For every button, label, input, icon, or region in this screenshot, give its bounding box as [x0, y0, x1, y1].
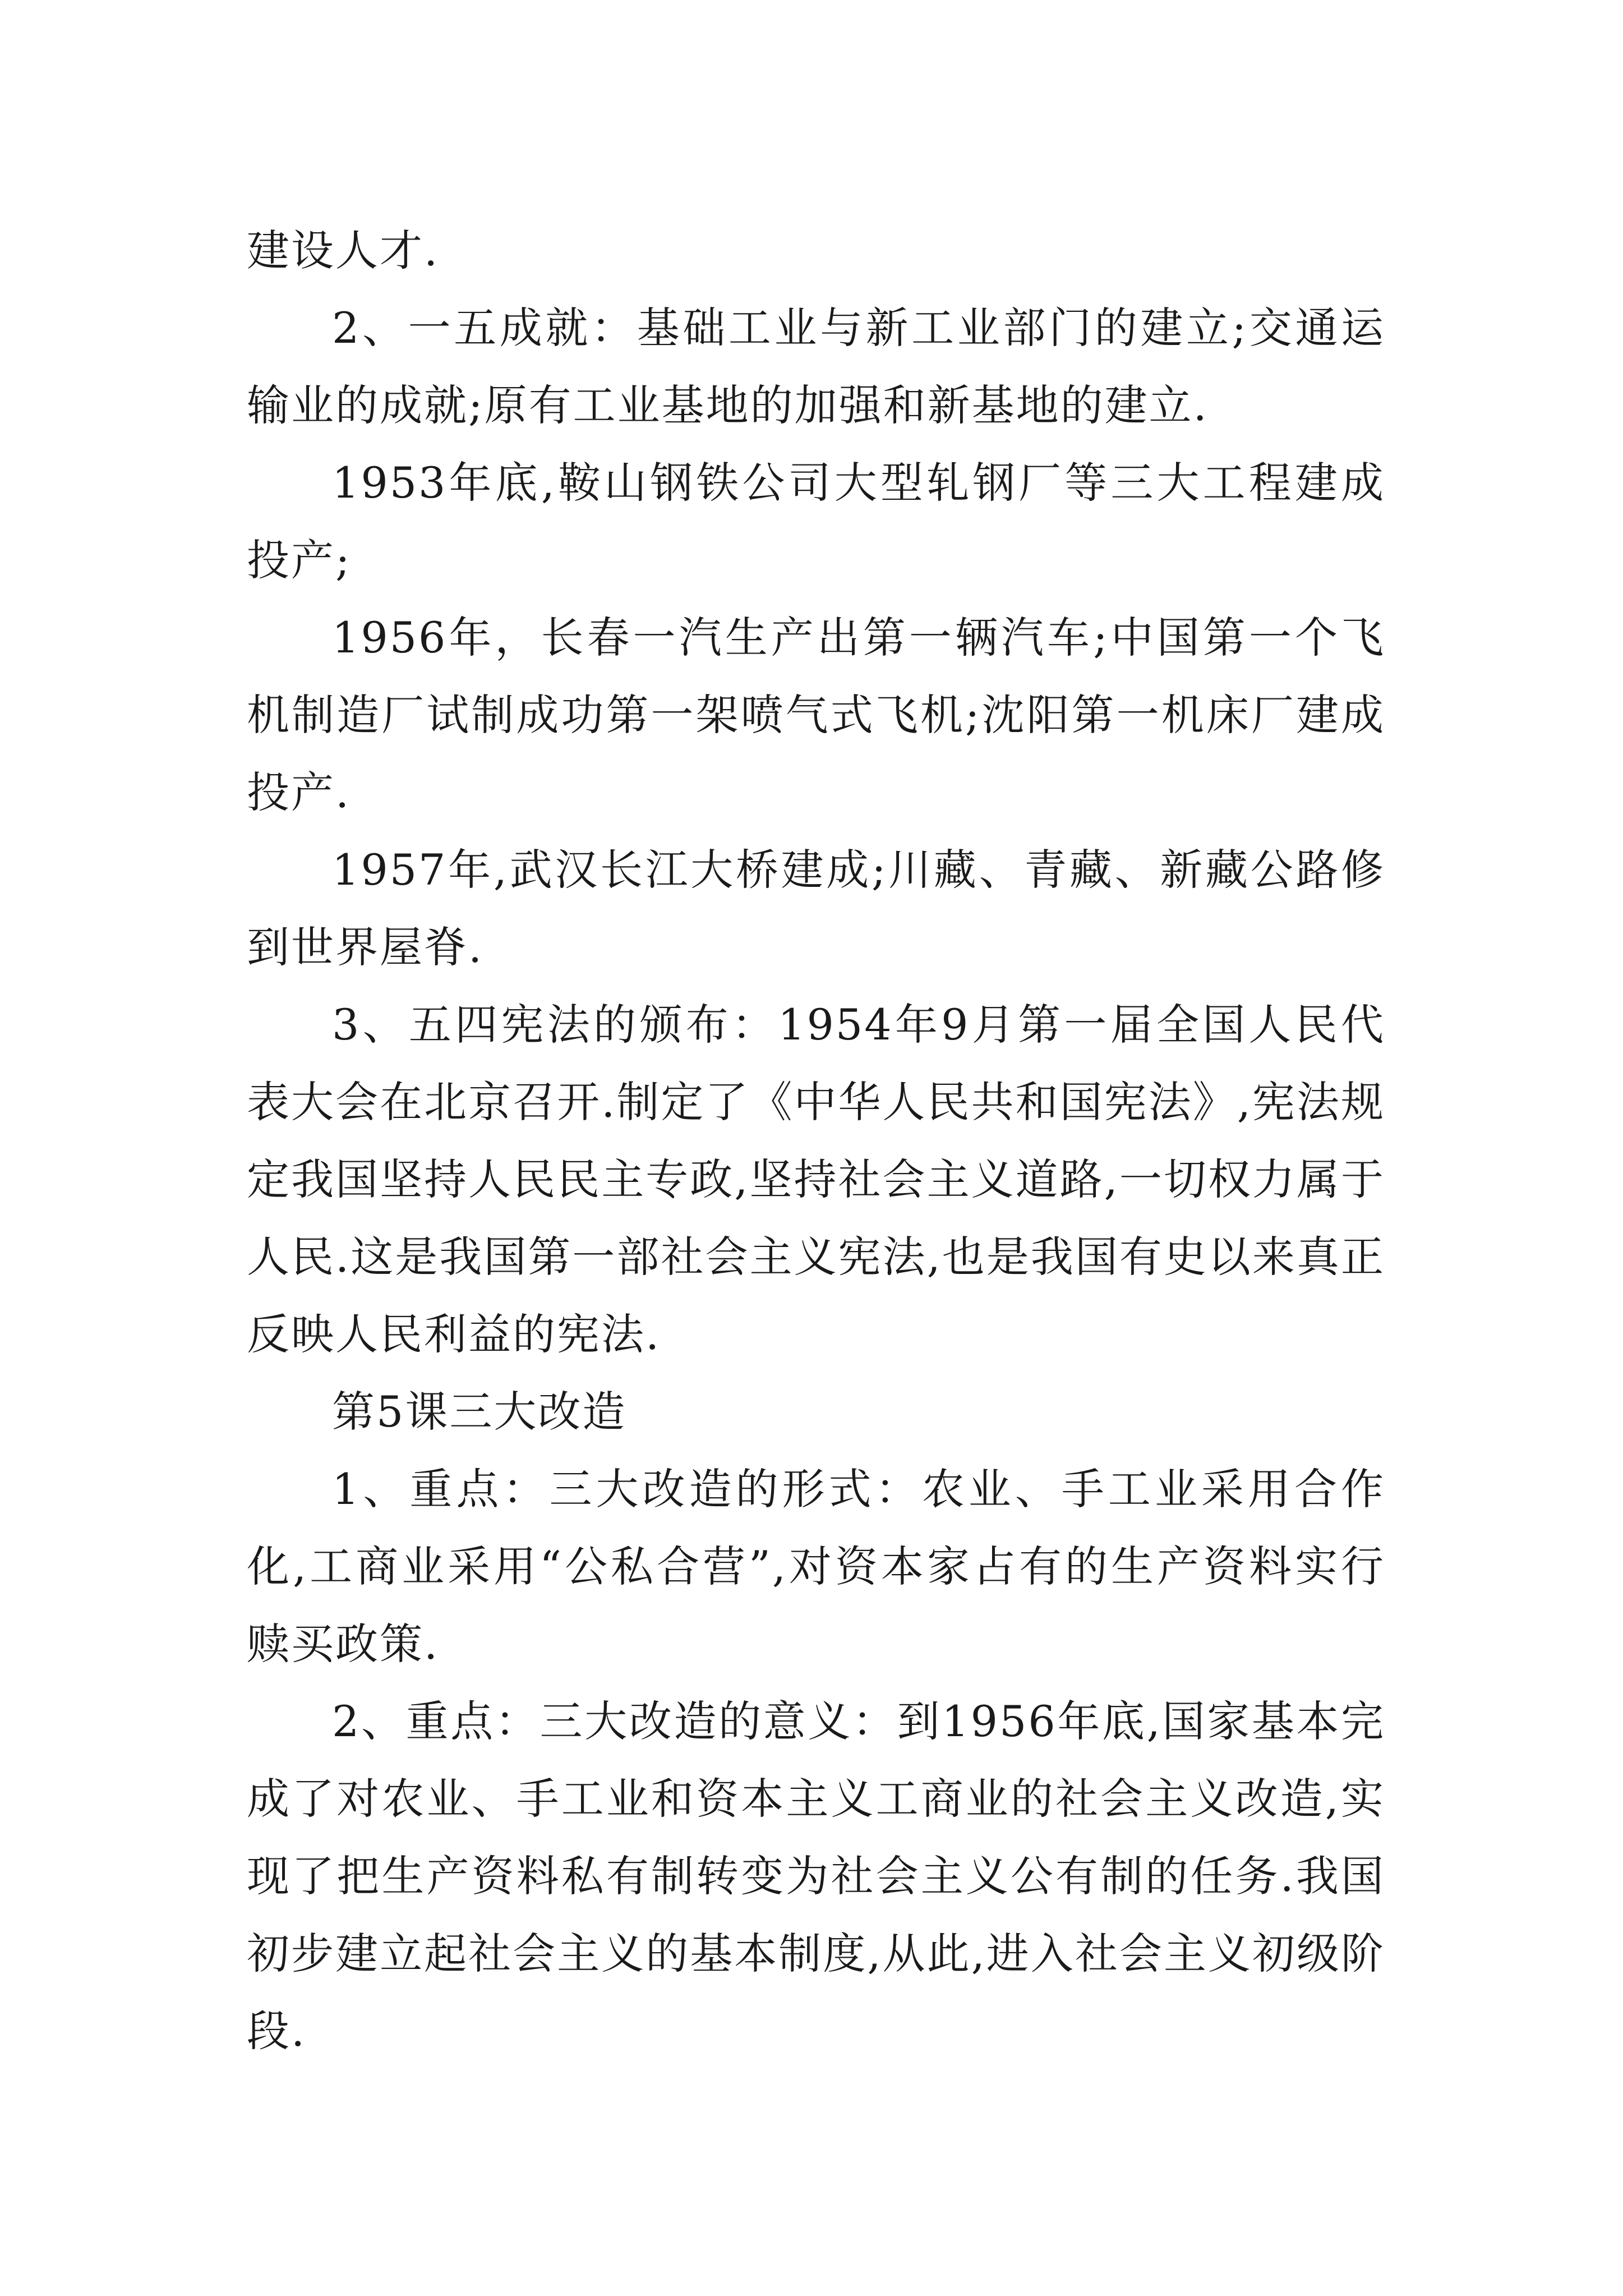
paragraph-five-year-plan-achievements: 2、一五成就：基础工业与新工业部门的建立;交通运输业的成就;原有工业基地的加强和新基地的建立. [247, 303, 1385, 430]
paragraph-1954-constitution: 3、五四宪法的颁布：1954年9月第一届全国人民代表大会在北京召开.制定了《中华人民共和国宪法》,宪法规定我国坚持人民民主专政,坚持社会主义道路,一切权力属于人民.这是我国第一部社会主义宪法,也是我国有史以来真正反映人民利益的宪法. [247, 1000, 1385, 1359]
paragraph-reform-forms: 1、重点：三大改造的形式：农业、手工业采用合作化,工商业采用“公私合营”,对资本家占有的生产资料实行赎买政策. [247, 1464, 1385, 1669]
lesson-heading: 第5课三大改造 [332, 1387, 627, 1437]
document-body [247, 212, 1385, 2070]
paragraph-1956: 1956年，长春一汽生产出第一辆汽车;中国第一个飞机制造厂试制成功第一架喷气式飞机;沈阳第一机床厂建成投产. [247, 613, 1385, 817]
paragraph-continuation: 建设人才. [247, 226, 440, 275]
paragraph-1957: 1957年,武汉长江大桥建成;川藏、青藏、新藏公路修到世界屋脊. [247, 845, 1385, 972]
paragraph-1953: 1953年底,鞍山钢铁公司大型轧钢厂等三大工程建成投产; [247, 458, 1385, 585]
paragraph-reform-significance: 2、重点：三大改造的意义：到1956年底,国家基本完成了对农业、手工业和资本主义工商业的社会主义改造,实现了把生产资料私有制转变为社会主义公有制的任务.我国初步建立起社会主义的基本制度,从此,进入社会主义初级阶段. [247, 1696, 1385, 2056]
